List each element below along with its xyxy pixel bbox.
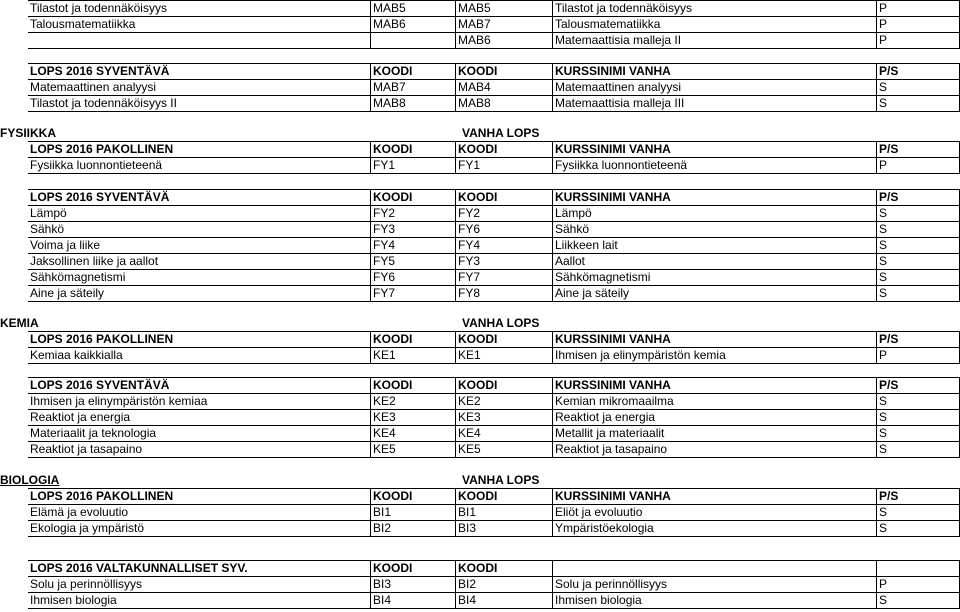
course-name-cell: Matemaattinen analyysi [28, 80, 371, 96]
old-course-name-cell: Matemaattinen analyysi [553, 80, 877, 96]
old-code-cell: MAB7 [456, 17, 553, 33]
kemia-syventava-table [28, 377, 960, 458]
course-name-cell: Ihmisen ja elinympäristön kemiaa [28, 394, 371, 410]
subject-fysiikka: FYSIIKKA [0, 126, 57, 140]
old-code-cell: FY1 [456, 158, 553, 174]
old-course-name-cell: Reaktiot ja energia [553, 410, 877, 426]
old-code-cell: KE4 [456, 426, 553, 442]
course-name-cell: Voima ja liike [28, 238, 371, 254]
course-name-cell: Reaktiot ja tasapaino [28, 442, 371, 458]
header-row [28, 378, 960, 394]
column-header: KURSSINIMI VANHA [553, 190, 877, 206]
type-cell: P [877, 33, 960, 49]
course-name-cell: Jaksollinen liike ja aallot [28, 254, 371, 270]
type-cell: S [877, 410, 960, 426]
old-code-cell: FY2 [456, 206, 553, 222]
old-code-cell: KE3 [456, 410, 553, 426]
column-header [553, 561, 877, 577]
header-row [28, 64, 960, 80]
column-header: KURSSINIMI VANHA [553, 378, 877, 394]
old-course-name-cell: Eliöt ja evoluutio [553, 505, 877, 521]
type-cell: S [877, 254, 960, 270]
column-header: KOODI [456, 64, 553, 80]
column-header: KURSSINIMI VANHA [553, 332, 877, 348]
column-header: KURSSINIMI VANHA [553, 64, 877, 80]
column-header: P/S [877, 489, 960, 505]
column-header: LOPS 2016 PAKOLLINEN [28, 332, 371, 348]
old-code-cell: BI2 [456, 577, 553, 593]
old-code-cell: FY7 [456, 270, 553, 286]
column-header: LOPS 2016 SYVENTÄVÄ [28, 190, 371, 206]
type-cell: P [877, 17, 960, 33]
header-row [28, 561, 960, 577]
course-name-cell: Materiaalit ja teknologia [28, 426, 371, 442]
old-code-cell: FY3 [456, 254, 553, 270]
table-row [28, 33, 960, 49]
course-name-cell: Talousmatematiikka [28, 17, 371, 33]
table-row [28, 254, 960, 270]
type-cell: P [877, 577, 960, 593]
header-row [28, 190, 960, 206]
old-code-cell: MAB4 [456, 80, 553, 96]
column-header: KOODI [371, 378, 456, 394]
column-header: KOODI [371, 332, 456, 348]
course-name-cell: Tilastot ja todennäköisyys [28, 1, 371, 17]
table-row [28, 505, 960, 521]
old-course-name-cell: Talousmatematiikka [553, 17, 877, 33]
column-header: KOODI [456, 142, 553, 158]
old-course-name-cell: Lämpö [553, 206, 877, 222]
column-header: KOODI [456, 190, 553, 206]
table-row [28, 394, 960, 410]
table-row [28, 593, 960, 609]
new-code-cell: KE5 [371, 442, 456, 458]
course-name-cell: Fysiikka luonnontieteenä [28, 158, 371, 174]
column-header: KOODI [371, 489, 456, 505]
table-row [28, 80, 960, 96]
table-row [28, 442, 960, 458]
old-course-name-cell: Aine ja säteily [553, 286, 877, 302]
column-header: LOPS 2016 VALTAKUNNALLISET SYV. [28, 561, 371, 577]
table-row [28, 238, 960, 254]
old-code-cell: KE5 [456, 442, 553, 458]
table-row [28, 286, 960, 302]
course-name-cell: Ihmisen biologia [28, 593, 371, 609]
course-name-cell: Elämä ja evoluutio [28, 505, 371, 521]
old-code-cell: KE2 [456, 394, 553, 410]
course-name-cell: Ekologia ja ympäristö [28, 521, 371, 537]
type-cell: S [877, 286, 960, 302]
column-header: P/S [877, 332, 960, 348]
course-name-cell: Lämpö [28, 206, 371, 222]
old-code-cell: MAB8 [456, 96, 553, 112]
type-cell: S [877, 96, 960, 112]
old-code-cell: FY6 [456, 222, 553, 238]
old-course-name-cell: Aallot [553, 254, 877, 270]
new-code-cell: FY7 [371, 286, 456, 302]
old-course-name-cell: Kemian mikromaailma [553, 394, 877, 410]
column-header: KOODI [456, 561, 553, 577]
old-code-cell: FY4 [456, 238, 553, 254]
table-row [28, 17, 960, 33]
type-cell: S [877, 206, 960, 222]
type-cell: S [877, 593, 960, 609]
column-header: KURSSINIMI VANHA [553, 142, 877, 158]
fysiikka-syventava-table [28, 189, 960, 302]
subject-kemia: KEMIA [0, 316, 39, 330]
course-name-cell [28, 33, 371, 49]
column-header: KOODI [371, 561, 456, 577]
old-code-cell: BI4 [456, 593, 553, 609]
column-header: P/S [877, 142, 960, 158]
old-course-name-cell: Matemaattisia malleja II [553, 33, 877, 49]
old-code-cell: MAB6 [456, 33, 553, 49]
table-row [28, 1, 960, 17]
column-header: P/S [877, 190, 960, 206]
old-course-name-cell: Tilastot ja todennäköisyys [553, 1, 877, 17]
table-row [28, 222, 960, 238]
new-code-cell: KE1 [371, 348, 456, 364]
new-code-cell: MAB6 [371, 17, 456, 33]
biologia-valtakunnalliset-table [28, 560, 960, 609]
old-code-cell: MAB5 [456, 1, 553, 17]
new-code-cell: KE2 [371, 394, 456, 410]
new-code-cell: KE3 [371, 410, 456, 426]
column-header: KOODI [456, 378, 553, 394]
new-code-cell: FY4 [371, 238, 456, 254]
old-code-cell: KE1 [456, 348, 553, 364]
kemia-pakollinen-table [28, 331, 960, 364]
new-code-cell: BI2 [371, 521, 456, 537]
table-row [28, 577, 960, 593]
new-code-cell: MAB7 [371, 80, 456, 96]
column-header: KOODI [371, 64, 456, 80]
old-course-name-cell: Solu ja perinnöllisyys [553, 577, 877, 593]
new-code-cell: FY3 [371, 222, 456, 238]
course-name-cell: Sähkömagnetismi [28, 270, 371, 286]
new-code-cell: KE4 [371, 426, 456, 442]
old-code-cell: BI1 [456, 505, 553, 521]
table-row [28, 348, 960, 364]
header-row [28, 332, 960, 348]
table-row [28, 426, 960, 442]
table-row [28, 410, 960, 426]
biologia-pakollinen-table [28, 488, 960, 537]
column-header: P/S [877, 378, 960, 394]
type-cell: P [877, 158, 960, 174]
old-course-name-cell: Sähkömagnetismi [553, 270, 877, 286]
new-code-cell: FY6 [371, 270, 456, 286]
type-cell: S [877, 442, 960, 458]
header-row [28, 489, 960, 505]
old-course-name-cell: Sähkö [553, 222, 877, 238]
header-row [28, 142, 960, 158]
table-row [28, 158, 960, 174]
column-header: KOODI [456, 489, 553, 505]
math-remaining-table [28, 0, 960, 49]
vanha-lops-label: VANHA LOPS [462, 473, 540, 487]
column-header: KOODI [456, 332, 553, 348]
old-course-name-cell: Metallit ja materiaalit [553, 426, 877, 442]
table-row [28, 96, 960, 112]
table-row [28, 270, 960, 286]
new-code-cell: BI4 [371, 593, 456, 609]
old-course-name-cell: Reaktiot ja tasapaino [553, 442, 877, 458]
type-cell: S [877, 80, 960, 96]
type-cell: S [877, 238, 960, 254]
course-name-cell: Kemiaa kaikkialla [28, 348, 371, 364]
old-course-name-cell: Ympäristöekologia [553, 521, 877, 537]
fysiikka-pakollinen-table [28, 141, 960, 174]
column-header [877, 561, 960, 577]
new-code-cell: BI1 [371, 505, 456, 521]
column-header: LOPS 2016 SYVENTÄVÄ [28, 64, 371, 80]
new-code-cell: BI3 [371, 577, 456, 593]
type-cell: P [877, 348, 960, 364]
math-syventava-table [28, 63, 960, 112]
new-code-cell: MAB8 [371, 96, 456, 112]
new-code-cell [371, 33, 456, 49]
column-header: LOPS 2016 SYVENTÄVÄ [28, 378, 371, 394]
table-row [28, 521, 960, 537]
type-cell: S [877, 270, 960, 286]
course-name-cell: Sähkö [28, 222, 371, 238]
old-code-cell: BI3 [456, 521, 553, 537]
new-code-cell: FY2 [371, 206, 456, 222]
vanha-lops-label: VANHA LOPS [462, 126, 540, 140]
old-code-cell: FY8 [456, 286, 553, 302]
column-header: KURSSINIMI VANHA [553, 489, 877, 505]
new-code-cell: FY5 [371, 254, 456, 270]
course-name-cell: Aine ja säteily [28, 286, 371, 302]
type-cell: S [877, 521, 960, 537]
old-course-name-cell: Fysiikka luonnontieteenä [553, 158, 877, 174]
column-header: P/S [877, 64, 960, 80]
old-course-name-cell: Liikkeen lait [553, 238, 877, 254]
vanha-lops-label: VANHA LOPS [462, 316, 540, 330]
new-code-cell: FY1 [371, 158, 456, 174]
column-header: LOPS 2016 PAKOLLINEN [28, 142, 371, 158]
type-cell: P [877, 1, 960, 17]
old-course-name-cell: Matemaattisia malleja III [553, 96, 877, 112]
course-name-cell: Tilastot ja todennäköisyys II [28, 96, 371, 112]
column-header: LOPS 2016 PAKOLLINEN [28, 489, 371, 505]
old-course-name-cell: Ihmisen biologia [553, 593, 877, 609]
table-row [28, 206, 960, 222]
type-cell: S [877, 505, 960, 521]
type-cell: S [877, 394, 960, 410]
column-header: KOODI [371, 142, 456, 158]
column-header: KOODI [371, 190, 456, 206]
new-code-cell: MAB5 [371, 1, 456, 17]
course-name-cell: Solu ja perinnöllisyys [28, 577, 371, 593]
old-course-name-cell: Ihmisen ja elinympäristön kemia [553, 348, 877, 364]
type-cell: S [877, 222, 960, 238]
type-cell: S [877, 426, 960, 442]
subject-biologia: BIOLOGIA [0, 473, 60, 487]
course-name-cell: Reaktiot ja energia [28, 410, 371, 426]
